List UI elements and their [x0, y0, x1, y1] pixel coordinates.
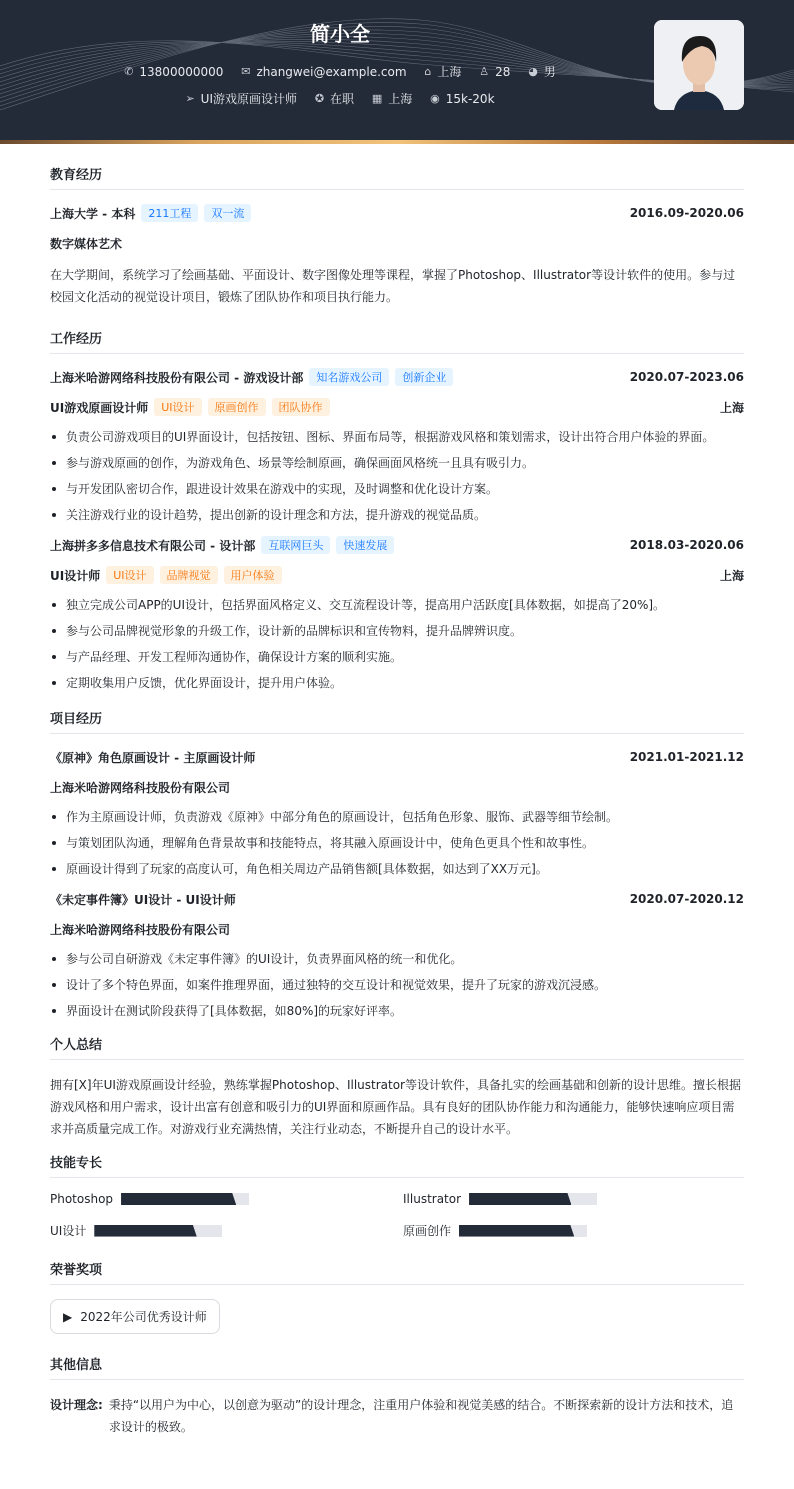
bullet: 原画设计得到了玩家的高度认可，角色相关周边产品销售额[具体数据，如达到了XX万元]。 [50, 860, 744, 878]
phone: 13800000000 [139, 64, 224, 79]
skill-tag: UI设计 [154, 398, 201, 416]
tag: 211工程 [141, 204, 198, 222]
role: UI设计师 [50, 568, 101, 583]
gender: 男 [543, 65, 556, 79]
bullet: 参与公司自研游戏《未定事件簿》的UI设计，负责界面风格的统一和优化。 [50, 950, 744, 968]
period: 2021.01-2021.12 [629, 750, 744, 764]
project-item [50, 890, 744, 1020]
skill-bar [459, 1225, 587, 1237]
skill-name: Photoshop [50, 1192, 114, 1206]
bullet: 关注游戏行业的设计趋势，提出创新的设计理念和方法，提升游戏的视觉品质。 [50, 506, 744, 524]
target-city: 上海 [388, 92, 413, 106]
caret-right-icon: ▶ [63, 1309, 73, 1324]
summary-section [50, 1034, 744, 1140]
skill-name: 原画创作 [403, 1224, 452, 1238]
project-company: 上海米哈游网络科技股份有限公司 [50, 922, 231, 937]
city: 上海 [719, 568, 744, 583]
work-item [50, 536, 744, 692]
section-title: 个人总结 [50, 1034, 744, 1060]
candidate-name: 简小全 [310, 22, 370, 46]
bullet: 参与公司品牌视觉形象的升级工作，设计新的品牌标识和宣传物料，提升品牌辨识度。 [50, 622, 744, 640]
bullet: 负责公司游戏项目的UI界面设计，包括按钮、图标、界面布局等，根据游戏风格和策划需求，设计出符合用户体验的界面。 [50, 428, 744, 446]
tag: 互联网巨头 [261, 536, 330, 554]
skill-name: Illustrator [403, 1192, 462, 1206]
project-company: 上海米哈游网络科技股份有限公司 [50, 780, 231, 795]
skill-item [403, 1222, 703, 1239]
awards-section [50, 1259, 744, 1334]
phone-icon: ✆ [124, 65, 134, 78]
email: zhangwei@example.com [256, 64, 407, 79]
bullet: 与产品经理、开发工程师沟通协作，确保设计方案的顺利实施。 [50, 648, 744, 666]
period: 2016.09-2020.06 [629, 206, 744, 220]
skill-tag: 品牌视觉 [160, 566, 218, 584]
send-icon: ➢ [185, 92, 195, 105]
bullet: 与策划团队沟通，理解角色背景故事和技能特点，将其融入原画设计中，使角色更具个性和故事性。 [50, 834, 744, 852]
tag: 快速发展 [336, 536, 394, 554]
skill-bar-fill [469, 1193, 571, 1205]
mail-icon: ✉ [241, 65, 251, 78]
contact-row [0, 63, 680, 80]
section-title: 荣誉奖项 [50, 1259, 744, 1285]
award-item[interactable] [50, 1299, 220, 1334]
project-name: 《未定事件簿》UI设计 - UI设计师 [50, 892, 236, 907]
section-title: 技能专长 [50, 1152, 744, 1178]
skills-section [50, 1152, 744, 1239]
gender-icon: ◕ [528, 65, 538, 78]
skill-tag: 团队协作 [272, 398, 330, 416]
period: 2020.07-2023.06 [629, 370, 744, 384]
bullet: 界面设计在测试阶段获得了[具体数据，如80%]的玩家好评率。 [50, 1002, 744, 1020]
skill-bar-fill [121, 1193, 236, 1205]
skill-bar-fill [459, 1225, 574, 1237]
work-item [50, 368, 744, 524]
period: 2018.03-2020.06 [629, 538, 744, 552]
other-section [50, 1354, 744, 1438]
tag: 双一流 [204, 204, 251, 222]
project-item [50, 748, 744, 878]
education-desc: 在大学期间，系统学习了绘画基础、平面设计、数字图像处理等课程，掌握了Photoshop、Illustrator等设计软件的使用。参与过校园文化活动的视觉设计项目，锻炼了团队协作和项目执行能力。 [50, 268, 736, 304]
skill-tag: 用户体验 [224, 566, 282, 584]
city: 上海 [719, 400, 744, 415]
work-section [50, 328, 744, 692]
skill-bar [469, 1193, 597, 1205]
bullet: 与开发团队密切合作，跟进设计效果在游戏中的实现，及时调整和优化设计方案。 [50, 480, 744, 498]
other-label: 设计理念: [50, 1398, 103, 1412]
salary-icon: ◉ [430, 92, 440, 105]
cake-icon: ♙ [479, 65, 490, 78]
building-icon: ▦ [371, 92, 383, 105]
period: 2020.07-2020.12 [629, 892, 744, 906]
skill-item [50, 1222, 403, 1239]
job-intent-row [0, 90, 680, 107]
company: 上海拼多多信息技术有限公司 - 设计部 [50, 538, 256, 553]
section-title: 其他信息 [50, 1354, 744, 1380]
role: UI游戏原画设计师 [50, 400, 149, 415]
age: 28 [495, 64, 511, 79]
other-text: 秉持“以用户为中心，以创意为驱动”的设计理念，注重用户体验和视觉美感的结合。不断探索新的设计方法和技术，追求设计的极致。 [108, 1398, 734, 1434]
avatar-photo [654, 20, 744, 110]
skill-bar [121, 1193, 249, 1205]
bullet: 定期收集用户反馈，优化界面设计，提升用户体验。 [50, 674, 744, 692]
section-title: 项目经历 [50, 708, 744, 734]
salary: 15k-20k [445, 91, 495, 106]
skill-item [50, 1192, 403, 1206]
section-title: 教育经历 [50, 164, 744, 190]
location: 上海 [437, 65, 462, 79]
job-status: 在职 [330, 92, 355, 106]
school: 上海大学 - 本科 [50, 206, 136, 221]
status-icon: ✪ [314, 92, 325, 105]
major: 数字媒体艺术 [50, 236, 123, 251]
skill-item [403, 1192, 703, 1206]
target-job: UI游戏原画设计师 [200, 92, 297, 106]
project-name: 《原神》角色原画设计 - 主原画设计师 [50, 750, 256, 765]
bullet: 设计了多个特色界面，如案件推理界面，通过独特的交互设计和视觉效果，提升了玩家的游戏沉浸感。 [50, 976, 744, 994]
award-label: 2022年公司优秀设计师 [80, 1310, 207, 1324]
bullet: 参与游戏原画的创作，为游戏角色、场景等绘制原画，确保画面风格统一且具有吸引力。 [50, 454, 744, 472]
header-accent-bar [0, 140, 794, 144]
education-section [50, 164, 744, 308]
summary-text: 拥有[X]年UI游戏原画设计经验，熟练掌握Photoshop、Illustrator等设计软件，具备扎实的绘画基础和创新的设计思维。擅长根据游戏风格和用户需求，设计出富有创意和吸引力的UI界面和原画作品。具有良好的团队协作能力和沟通能力，能够快速响应项目需求并高质量完成工作。对游戏行业充满热情，关注行业动态，不断提升自己的设计水平。 [50, 1078, 741, 1136]
section-title: 工作经历 [50, 328, 744, 354]
project-section [50, 708, 744, 1020]
company: 上海米哈游网络科技股份有限公司 - 游戏设计部 [50, 370, 304, 385]
skill-tag: UI设计 [106, 566, 153, 584]
skill-name: UI设计 [50, 1224, 87, 1238]
skill-bar-fill [94, 1225, 196, 1237]
bullet: 作为主原画设计师，负责游戏《原神》中部分角色的原画设计，包括角色形象、服饰、武器等细节绘制。 [50, 808, 744, 826]
tag: 知名游戏公司 [309, 368, 389, 386]
resume-header [0, 0, 794, 144]
bullet: 独立完成公司APP的UI设计，包括界面风格定义、交互流程设计等，提高用户活跃度[具体数据，如提高了20%]。 [50, 596, 744, 614]
skill-tag: 原画创作 [208, 398, 266, 416]
tag: 创新企业 [395, 368, 453, 386]
skill-bar [94, 1225, 222, 1237]
home-icon: ⌂ [424, 65, 432, 78]
